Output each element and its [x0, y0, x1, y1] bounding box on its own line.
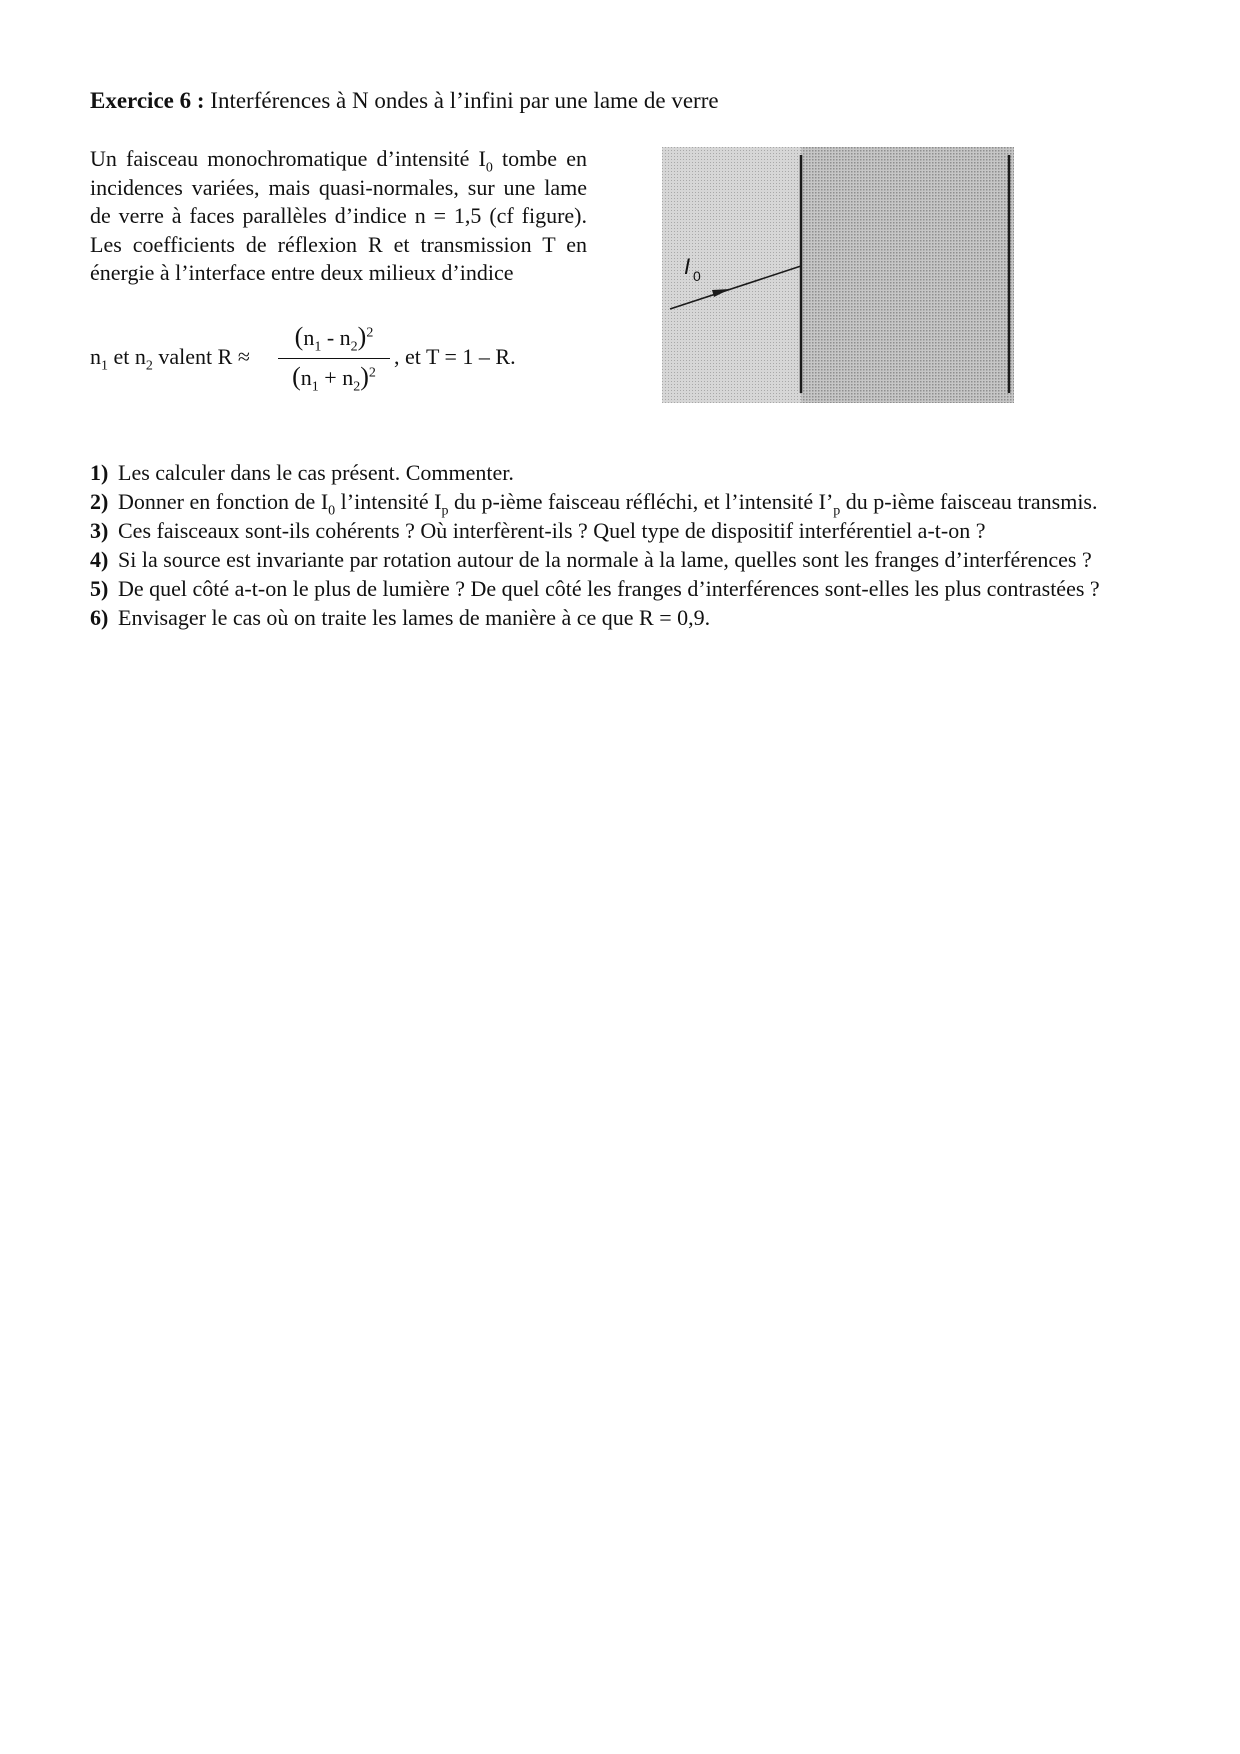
- reflection-formula: [90, 322, 590, 402]
- question-1: 1) Les calculer dans le cas présent. Commenter.: [90, 460, 514, 485]
- exercise-number: Exercice 6 :: [90, 88, 205, 113]
- formula-and: et n: [108, 344, 146, 369]
- question-6: 6) Envisager le cas où on traite les lames de manière à ce que R = 0,9.: [90, 605, 711, 630]
- intro-paragraph: [90, 145, 587, 288]
- formula-n2-sub: 2: [145, 358, 153, 374]
- glass-plate: [801, 147, 1014, 403]
- glass-plate-figure: [662, 147, 1014, 403]
- formula-n1-sub: 1: [101, 358, 108, 374]
- fraction-numerator: $(n_1 - n_2)^2$: [294, 322, 374, 355]
- fraction-denominator: $(n_1 + n_2)^2$: [292, 362, 376, 395]
- formula-lead: [90, 344, 250, 374]
- question-list: [90, 458, 1160, 632]
- fraction-bar: [278, 358, 390, 359]
- formula-valent: valent R ≈: [152, 344, 250, 369]
- beam-label: I: [684, 254, 691, 279]
- exercise-heading: Interférences à N ondes à l’infini par une lame de verre: [210, 88, 719, 113]
- question-2: 2) Donner en fonction de $I_0$ l’intensité $I_p$ du p-ième faisceau réfléchi, et l’intensité $I’_p$ du p-ième faisceau transmis.: [90, 489, 1098, 519]
- question-5: 5) De quel côté a-t-on le plus de lumière ? De quel côté les franges d’interférences sont-elles les plus contrastées ?: [90, 576, 1100, 601]
- formula-tail: , et T = 1 – R.: [394, 344, 516, 369]
- beam-label-sub: 0: [693, 268, 701, 284]
- question-3: 3) Ces faisceaux sont-ils cohérents ? Où interfèrent-ils ? Quel type de dispositif interférentiel a-t-on ?: [90, 518, 986, 543]
- question-4: 4) Si la source est invariante par rotation autour de la normale à la lame, quelles sont les franges d’interférences ?: [90, 547, 1092, 572]
- intro-text-2: tombe en incidences variées, mais quasi-normales, sur une lame de verre à faces parallèles d’indice n = 1,5 (cf figure). Les coefficients de réflexion R et transmission T en énergie à l’interface entre deux milieux d’indice: [90, 146, 587, 285]
- exercise-title: [90, 88, 719, 114]
- formula-n1: n: [90, 344, 101, 369]
- intro-sub-0: 0: [485, 160, 493, 176]
- intro-text-1: Un faisceau monochromatique d’intensité I: [90, 146, 486, 171]
